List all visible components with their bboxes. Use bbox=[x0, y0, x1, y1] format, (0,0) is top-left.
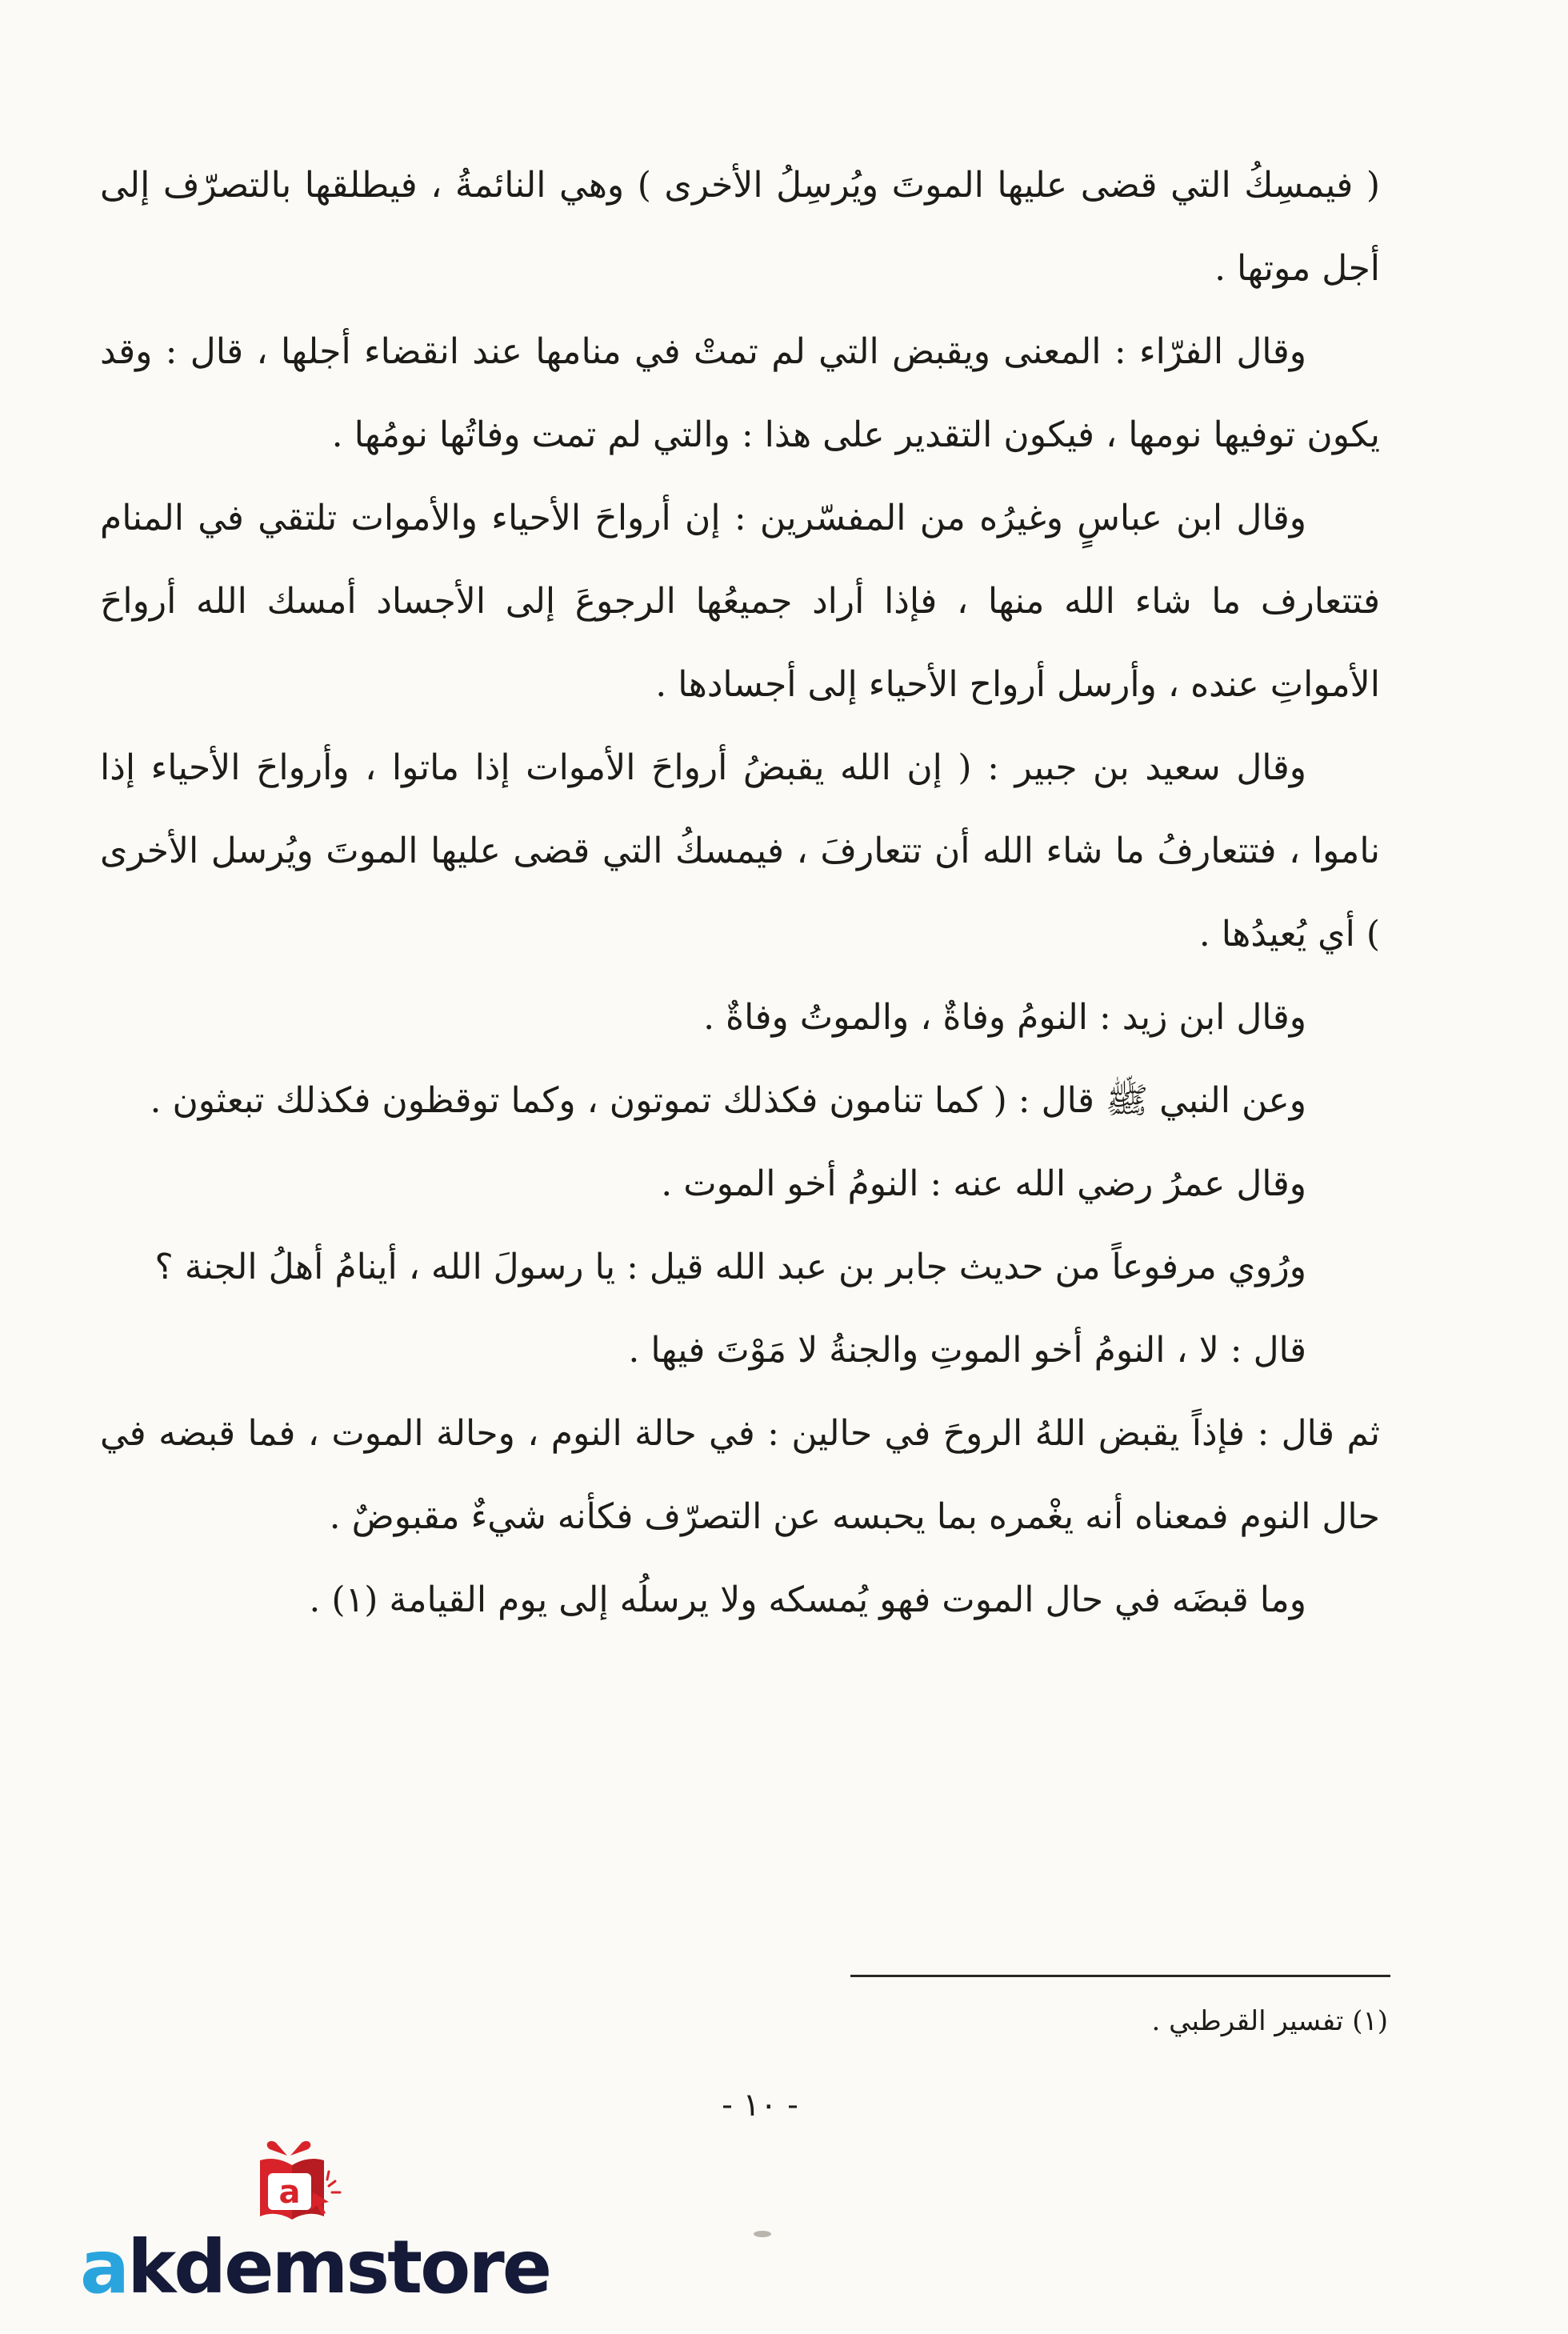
paragraph-7: وقال عمرُ رضي الله عنه : النومُ أخو الموت . bbox=[661, 1163, 1306, 1204]
scan-smudge bbox=[754, 2231, 771, 2237]
footnote: (١) تفسير القرطبي . bbox=[1151, 2005, 1388, 2037]
logo-wordmark: akdemstore bbox=[80, 2224, 550, 2310]
paragraph-9: قال : لا ، النومُ أخو الموتِ والجنةُ لا مَوْتَ فيها . bbox=[628, 1330, 1306, 1371]
store-logo bbox=[80, 2136, 550, 2312]
footnote-divider bbox=[850, 1975, 1390, 1977]
paragraph-10: ثم قال : فإذاً يقبض اللهُ الروحَ في حالين : في حالة النوم ، وحالة الموت ، فما قبضه في حال النوم فمعناه أنه يغْمره بما يحبسه عن التصرّف فكأنه شيءٌ مقبوضٌ . bbox=[100, 1413, 1380, 1537]
paragraph-5: وقال ابن زيد : النومُ وفاةٌ ، والموتُ وفاةٌ . bbox=[703, 997, 1306, 1038]
paragraph-3: وقال ابن عباسٍ وغيرُه من المفسّرين : إن أرواحَ الأحياء والأموات تلتقي في المنام فتتعارف ما شاء الله منها ، فإذا أراد جميعُها الرجوعَ إلى الأجساد أمسك الله أرواحَ الأمواتِ عنده ، وأرسل أرواح الأحياء إلى أجسادها . bbox=[100, 498, 1380, 705]
main-text bbox=[100, 144, 1380, 1642]
book-gift-icon bbox=[252, 2136, 348, 2232]
paragraph-1: ( فيمسِكُ التي قضى عليها الموتَ ويُرسِلُ الأخرى ) وهي النائمةُ ، فيطلقها بالتصرّف إلى أجل موتها . bbox=[100, 165, 1380, 289]
paragraph-11: وما قبضَه في حال الموت فهو يُمسكه ولا يرسلُه إلى يوم القيامة (١) . bbox=[309, 1579, 1306, 1620]
page-number: - ١٠ - bbox=[722, 2087, 798, 2124]
paragraph-6: وعن النبي ﷺ قال : ( كما تنامون فكذلك تموتون ، وكما توقظون فكذلك تبعثون . bbox=[150, 1080, 1306, 1121]
paragraph-8: ورُوي مرفوعاً من حديث جابر بن عبد الله قيل : يا رسولَ الله ، أينامُ أهلُ الجنة ؟ bbox=[154, 1247, 1306, 1287]
paragraph-2: وقال الفرّاء : المعنى ويقبض التي لم تمتْ في منامها عند انقضاء أجلها ، قال : وقد يكون توفيها نومها ، فيكون التقدير على هذا : والتي لم تمت وفاتُها نومُها . bbox=[100, 331, 1380, 455]
logo-icon-letter: a bbox=[278, 2174, 301, 2211]
paragraph-4: وقال سعيد بن جبير : ( إن الله يقبضُ أرواحَ الأموات إذا ماتوا ، وأرواحَ الأحياء إذا ناموا ، فتتعارفُ ما شاء الله أن تتعارفَ ، فيمسكُ التي قضى عليها الموتَ ويُرسل الأخرى ) أي يُعيدُها . bbox=[100, 747, 1380, 955]
